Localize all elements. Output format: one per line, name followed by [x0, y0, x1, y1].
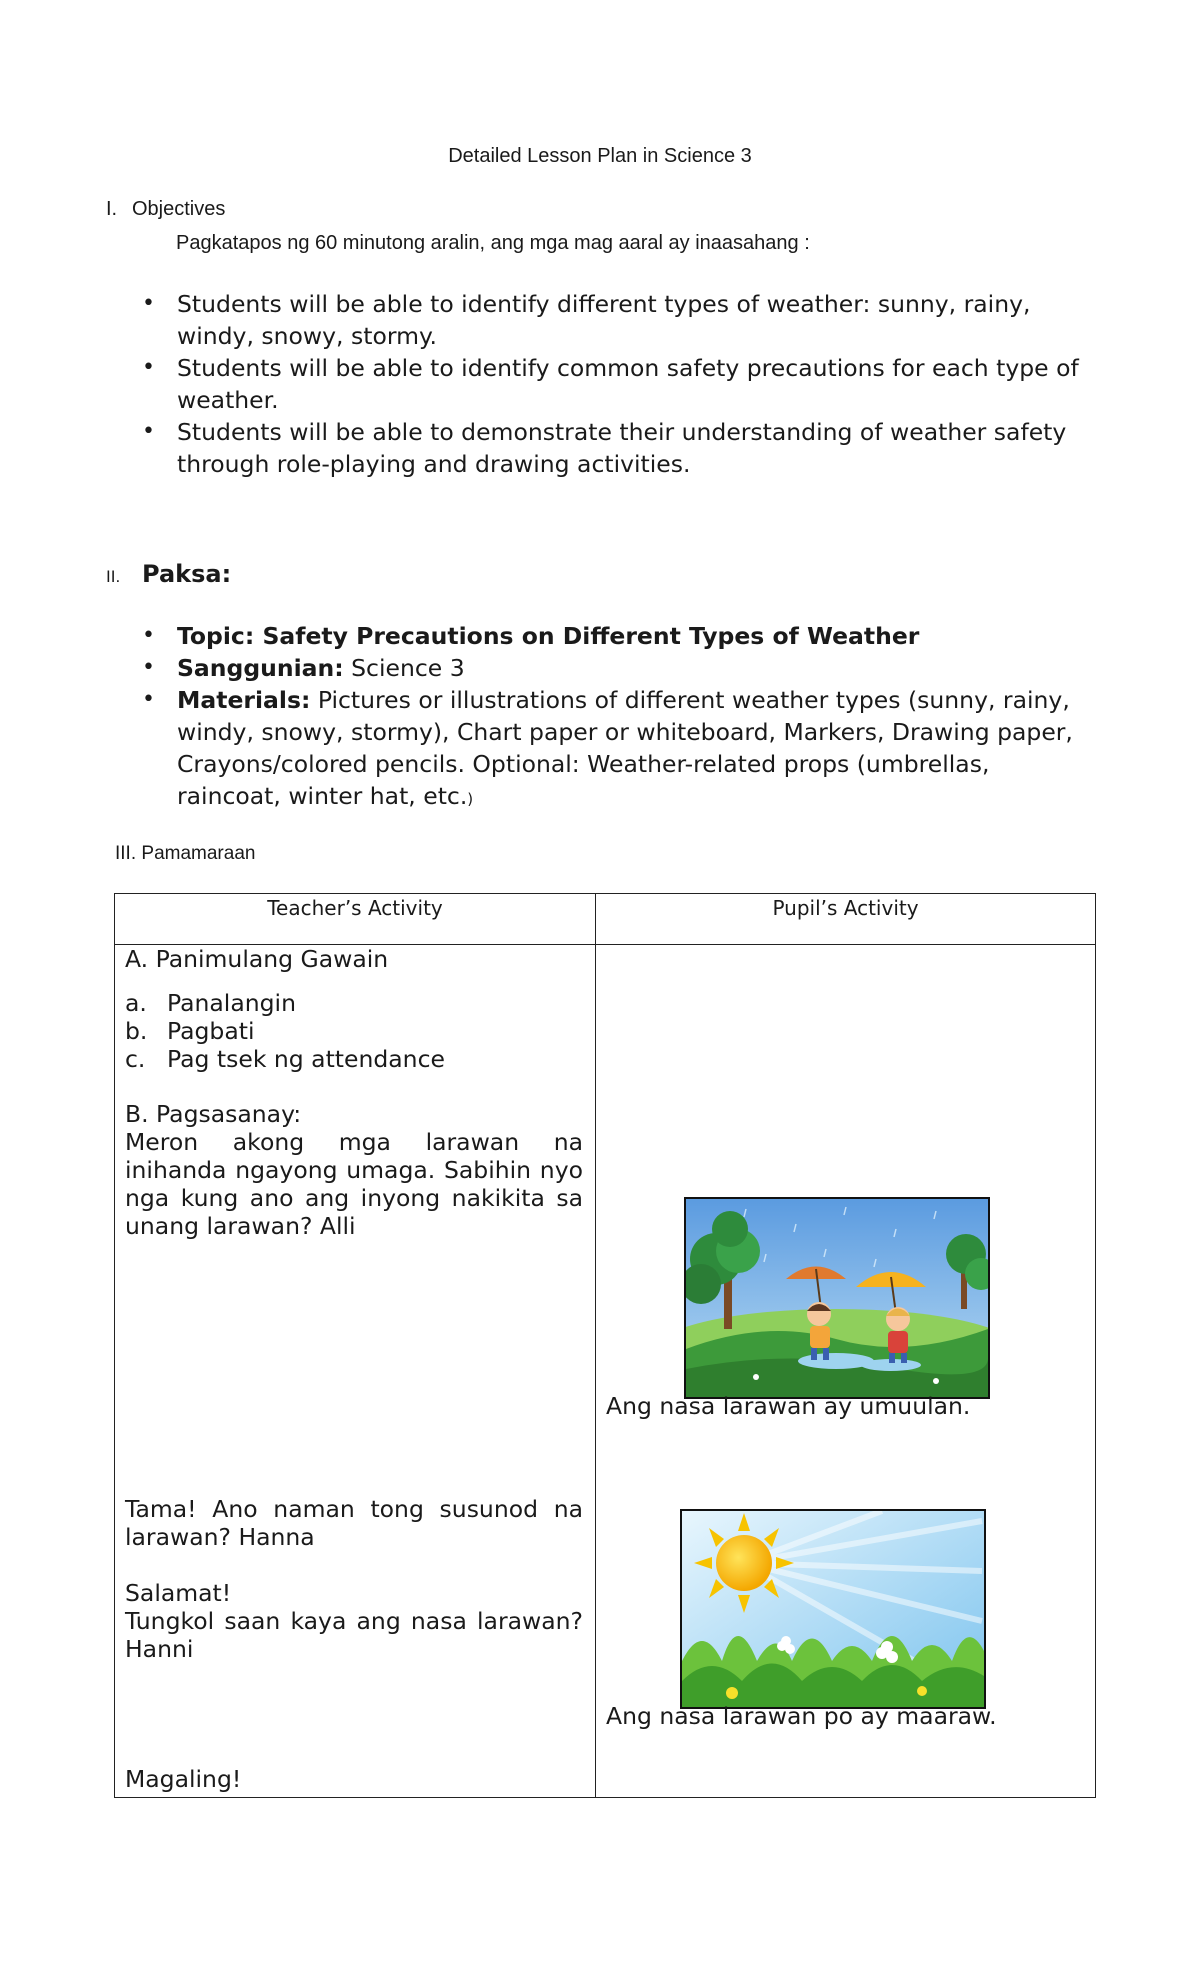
- document-title: Detailed Lesson Plan in Science 3: [448, 145, 752, 167]
- tungkol-text: Tungkol saan kaya ang nasa larawan? Hanni: [125, 1607, 583, 1663]
- pamamaraan-label: Pamamaraan: [141, 843, 256, 864]
- salamat-text: Salamat!: [125, 1579, 232, 1607]
- tama-text: Tama! Ano naman tong susunod na larawan? Hanna: [125, 1495, 583, 1551]
- step-item: [125, 989, 445, 1017]
- pamamaraan-numeral: III.: [115, 843, 137, 864]
- pupil-answer-rainy: Ang nasa larawan ay umuulan.: [606, 1392, 971, 1420]
- magaling-text: Magaling!: [125, 1765, 242, 1793]
- teacher-column-header: [115, 894, 596, 945]
- objectives-heading: [106, 198, 225, 221]
- objectives-list: [107, 288, 1097, 480]
- teacher-header-text: Teacher’s Activity: [267, 896, 443, 920]
- materials-item: [107, 684, 1097, 815]
- step-item: [125, 1045, 445, 1073]
- step-text: Pagbati: [167, 1017, 255, 1045]
- activity-table: [114, 893, 1096, 1798]
- objective-item: • Students will be able to demonstrate their understanding of weather safety through role-playing and drawing activities.: [107, 416, 1097, 480]
- pagsasanay-text: Meron akong mga larawan na inihanda ngayong umaga. Sabihin nyo nga kung ano ang inyong nakikita sa unang larawan? Alli: [125, 1128, 583, 1240]
- sanggunian-item: [107, 652, 1097, 684]
- pupil-activity-cell: [596, 945, 1096, 1798]
- materials-label: Materials:: [177, 686, 311, 714]
- paksa-list: [107, 620, 1097, 815]
- panimula-heading: A. Panimulang Gawain: [125, 945, 389, 973]
- sunny-weather-image: [680, 1509, 986, 1709]
- rainy-weather-image: [684, 1197, 990, 1399]
- teacher-activity-cell: [115, 945, 596, 1798]
- step-letter: c.: [125, 1045, 146, 1073]
- step-letter: a.: [125, 989, 147, 1017]
- sunny-illustration: [682, 1511, 984, 1707]
- objectives-numeral: I.: [106, 198, 118, 220]
- objective-item: • Students will be able to identify common safety precautions for each type of weather.: [107, 352, 1097, 416]
- panimula-steps: [125, 989, 445, 1073]
- pagsasanay-heading: B. Pagsasanay:: [125, 1100, 302, 1128]
- objective-item: • Students will be able to identify different types of weather: sunny, rainy, windy, snowy, stormy.: [107, 288, 1097, 352]
- pupil-header-text: Pupil’s Activity: [772, 896, 919, 920]
- sanggunian-label: Sanggunian:: [177, 654, 344, 682]
- pupil-answer-sunny: Ang nasa larawan po ay maaraw.: [606, 1702, 997, 1730]
- pamamaraan-heading: [115, 843, 255, 865]
- topic-text: Topic: Safety Precautions on Different Types of Weather: [177, 622, 920, 650]
- paksa-numeral: II.: [106, 567, 121, 586]
- materials-value: Pictures or illustrations of different weather types (sunny, rainy, windy, snowy, stormy), Chart paper or whiteboard, Markers, Drawing paper, Crayons/colored pencils. Optional: Weather-related props (umbrellas, raincoat, winter hat, etc.: [177, 686, 1073, 810]
- step-item: [125, 1017, 445, 1045]
- sanggunian-value: Science 3: [343, 654, 465, 682]
- topic-item: [107, 620, 1097, 652]
- step-letter: b.: [125, 1017, 148, 1045]
- materials-close: ): [467, 790, 474, 808]
- pupil-column-header: [596, 894, 1096, 945]
- rainy-illustration: [686, 1199, 988, 1397]
- objectives-intro: Pagkatapos ng 60 minutong aralin, ang mga mag aaral ay inaasahang :: [176, 232, 810, 254]
- step-text: Panalangin: [167, 989, 296, 1017]
- objectives-label: Objectives: [132, 198, 226, 220]
- paksa-heading: [106, 560, 231, 588]
- paksa-label: Paksa:: [142, 560, 232, 588]
- step-text: Pag tsek ng attendance: [167, 1045, 445, 1073]
